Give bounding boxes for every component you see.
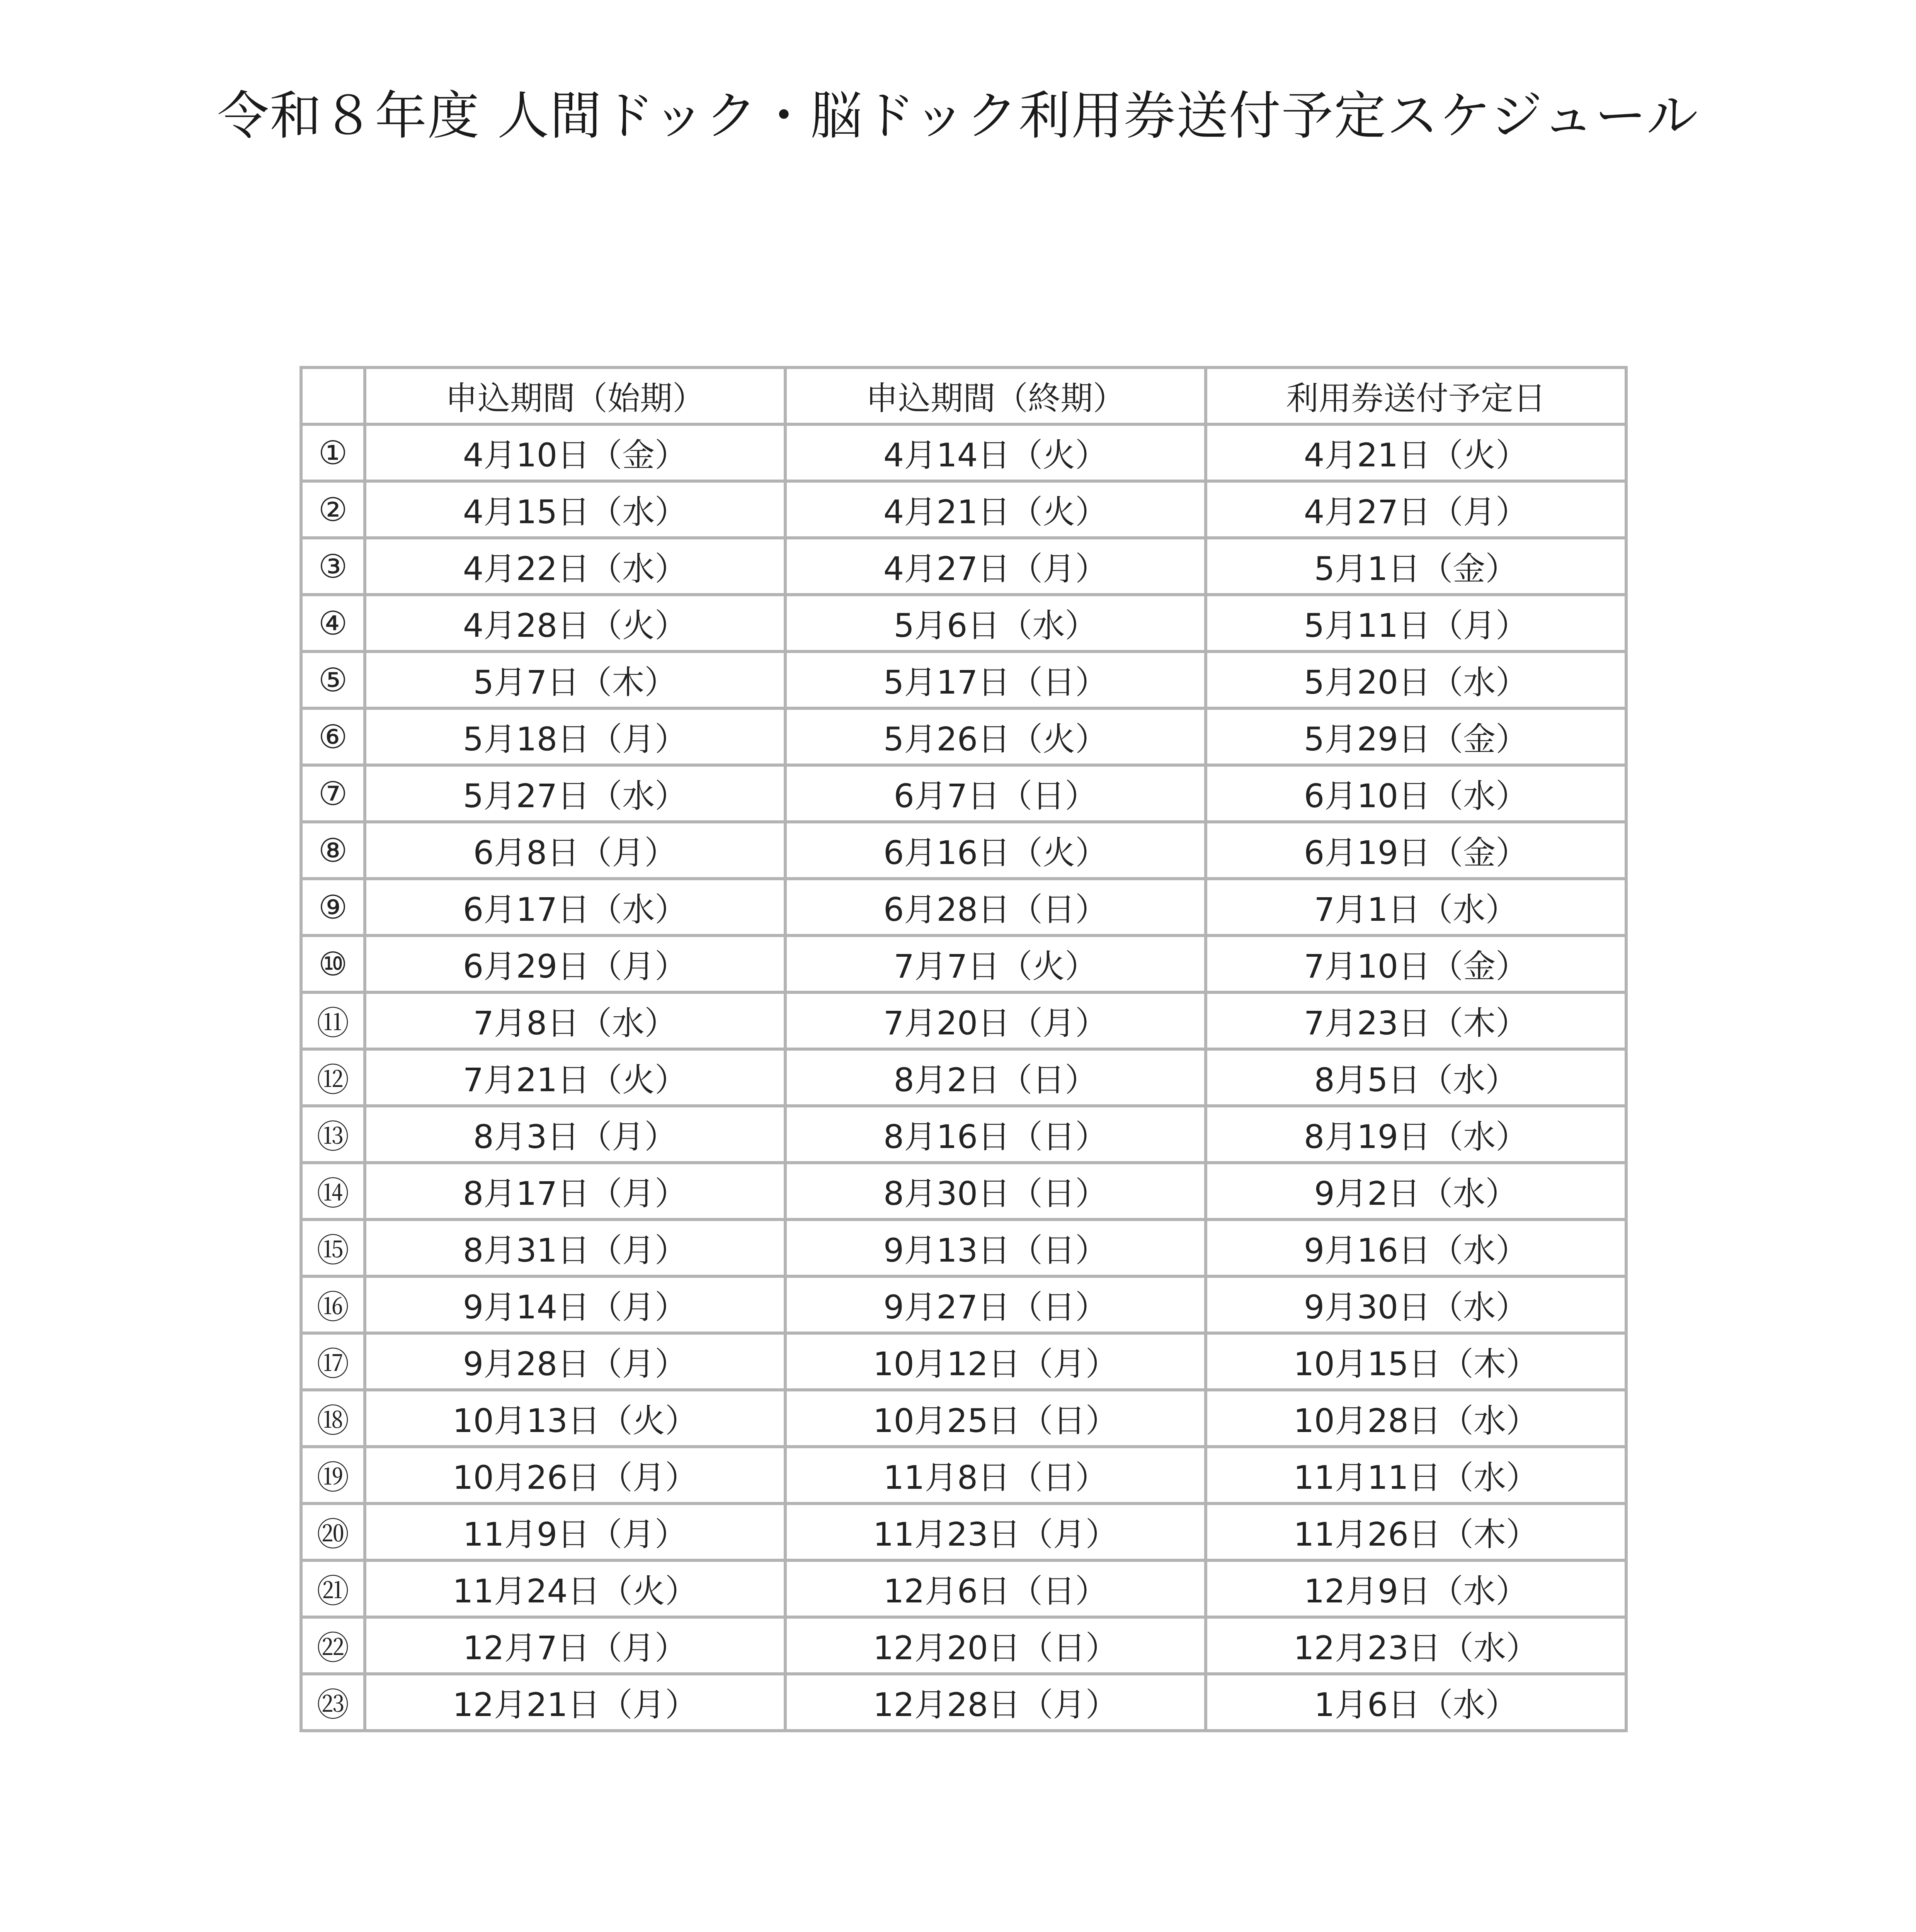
apply-start-cell: 12月7日（月） bbox=[365, 1617, 785, 1674]
row-number-cell: ② bbox=[301, 481, 365, 538]
apply-start-cell: 4月15日（水） bbox=[365, 481, 785, 538]
apply-start-cell: 11月24日（火） bbox=[365, 1560, 785, 1617]
apply-start-cell: 7月8日（水） bbox=[365, 992, 785, 1049]
row-number-cell: ④ bbox=[301, 595, 365, 651]
table-row bbox=[301, 1674, 1626, 1731]
apply-end-cell: 10月25日（日） bbox=[785, 1390, 1206, 1447]
apply-start-cell: 4月22日（水） bbox=[365, 538, 785, 595]
table-row bbox=[301, 708, 1626, 765]
apply-end-cell: 6月7日（日） bbox=[785, 765, 1206, 822]
row-number-cell: ⑧ bbox=[301, 822, 365, 879]
apply-start-cell: 5月18日（月） bbox=[365, 708, 785, 765]
row-number-cell: ⑯ bbox=[301, 1276, 365, 1333]
row-number-cell: ⑳ bbox=[301, 1503, 365, 1560]
table-row bbox=[301, 538, 1626, 595]
table-row bbox=[301, 1390, 1626, 1447]
table-row bbox=[301, 935, 1626, 992]
apply-start-cell: 9月14日（月） bbox=[365, 1276, 785, 1333]
send-date-cell: 9月16日（水） bbox=[1206, 1219, 1626, 1276]
apply-end-cell: 12月20日（日） bbox=[785, 1617, 1206, 1674]
send-date-cell: 4月27日（月） bbox=[1206, 481, 1626, 538]
row-number-cell: ⑦ bbox=[301, 765, 365, 822]
send-date-cell: 11月26日（木） bbox=[1206, 1503, 1626, 1560]
apply-start-cell: 10月13日（火） bbox=[365, 1390, 785, 1447]
row-number-cell: ⑬ bbox=[301, 1106, 365, 1163]
table-row bbox=[301, 651, 1626, 708]
row-number-cell: ⑥ bbox=[301, 708, 365, 765]
table-row bbox=[301, 992, 1626, 1049]
apply-start-cell: 5月7日（木） bbox=[365, 651, 785, 708]
apply-end-cell: 6月16日（火） bbox=[785, 822, 1206, 879]
header-send-date: 利用券送付予定日 bbox=[1206, 367, 1626, 424]
send-date-cell: 1月6日（水） bbox=[1206, 1674, 1626, 1731]
send-date-cell: 11月11日（水） bbox=[1206, 1447, 1626, 1503]
apply-end-cell: 12月6日（日） bbox=[785, 1560, 1206, 1617]
apply-end-cell: 6月28日（日） bbox=[785, 879, 1206, 935]
table-row bbox=[301, 1106, 1626, 1163]
apply-start-cell: 8月17日（月） bbox=[365, 1163, 785, 1219]
apply-start-cell: 4月10日（金） bbox=[365, 424, 785, 481]
table-row bbox=[301, 765, 1626, 822]
row-number-cell: ⑱ bbox=[301, 1390, 365, 1447]
apply-start-cell: 4月28日（火） bbox=[365, 595, 785, 651]
apply-start-cell: 8月3日（月） bbox=[365, 1106, 785, 1163]
table-body bbox=[301, 424, 1626, 1731]
apply-end-cell: 8月2日（日） bbox=[785, 1049, 1206, 1106]
apply-start-cell: 11月9日（月） bbox=[365, 1503, 785, 1560]
apply-end-cell: 5月6日（水） bbox=[785, 595, 1206, 651]
schedule-table bbox=[299, 366, 1628, 1732]
header-blank bbox=[301, 367, 365, 424]
row-number-cell: ㉑ bbox=[301, 1560, 365, 1617]
table-row bbox=[301, 1560, 1626, 1617]
row-number-cell: ⑭ bbox=[301, 1163, 365, 1219]
send-date-cell: 6月10日（水） bbox=[1206, 765, 1626, 822]
table-row bbox=[301, 481, 1626, 538]
apply-end-cell: 11月8日（日） bbox=[785, 1447, 1206, 1503]
send-date-cell: 12月23日（水） bbox=[1206, 1617, 1626, 1674]
row-number-cell: ⑲ bbox=[301, 1447, 365, 1503]
table-row bbox=[301, 1163, 1626, 1219]
apply-end-cell: 4月27日（月） bbox=[785, 538, 1206, 595]
apply-end-cell: 11月23日（月） bbox=[785, 1503, 1206, 1560]
row-number-cell: ⑮ bbox=[301, 1219, 365, 1276]
send-date-cell: 10月15日（木） bbox=[1206, 1333, 1626, 1390]
header-row bbox=[301, 367, 1626, 424]
send-date-cell: 4月21日（火） bbox=[1206, 424, 1626, 481]
send-date-cell: 9月2日（水） bbox=[1206, 1163, 1626, 1219]
apply-start-cell: 12月21日（月） bbox=[365, 1674, 785, 1731]
send-date-cell: 7月10日（金） bbox=[1206, 935, 1626, 992]
apply-end-cell: 5月17日（日） bbox=[785, 651, 1206, 708]
row-number-cell: ⑰ bbox=[301, 1333, 365, 1390]
apply-start-cell: 7月21日（火） bbox=[365, 1049, 785, 1106]
apply-start-cell: 5月27日（水） bbox=[365, 765, 785, 822]
send-date-cell: 8月5日（水） bbox=[1206, 1049, 1626, 1106]
apply-end-cell: 12月28日（月） bbox=[785, 1674, 1206, 1731]
row-number-cell: ⑨ bbox=[301, 879, 365, 935]
table-row bbox=[301, 1219, 1626, 1276]
apply-end-cell: 10月12日（月） bbox=[785, 1333, 1206, 1390]
apply-end-cell: 9月27日（日） bbox=[785, 1276, 1206, 1333]
table-row bbox=[301, 1049, 1626, 1106]
table-row bbox=[301, 1447, 1626, 1503]
apply-end-cell: 7月20日（月） bbox=[785, 992, 1206, 1049]
table-row bbox=[301, 879, 1626, 935]
apply-end-cell: 7月7日（火） bbox=[785, 935, 1206, 992]
send-date-cell: 5月11日（月） bbox=[1206, 595, 1626, 651]
send-date-cell: 5月29日（金） bbox=[1206, 708, 1626, 765]
send-date-cell: 7月1日（水） bbox=[1206, 879, 1626, 935]
table-row bbox=[301, 1503, 1626, 1560]
row-number-cell: ⑤ bbox=[301, 651, 365, 708]
apply-start-cell: 6月29日（月） bbox=[365, 935, 785, 992]
table-row bbox=[301, 424, 1626, 481]
table-row bbox=[301, 1276, 1626, 1333]
header-apply-end: 申込期間（終期） bbox=[785, 367, 1206, 424]
send-date-cell: 6月19日（金） bbox=[1206, 822, 1626, 879]
table-row bbox=[301, 822, 1626, 879]
apply-end-cell: 9月13日（日） bbox=[785, 1219, 1206, 1276]
apply-start-cell: 10月26日（月） bbox=[365, 1447, 785, 1503]
table-row bbox=[301, 1617, 1626, 1674]
row-number-cell: ⑩ bbox=[301, 935, 365, 992]
send-date-cell: 12月9日（水） bbox=[1206, 1560, 1626, 1617]
table-header bbox=[301, 367, 1626, 424]
row-number-cell: ⑫ bbox=[301, 1049, 365, 1106]
apply-start-cell: 8月31日（月） bbox=[365, 1219, 785, 1276]
send-date-cell: 8月19日（水） bbox=[1206, 1106, 1626, 1163]
apply-start-cell: 9月28日（月） bbox=[365, 1333, 785, 1390]
apply-end-cell: 4月14日（火） bbox=[785, 424, 1206, 481]
apply-end-cell: 8月30日（日） bbox=[785, 1163, 1206, 1219]
page-title: 令和８年度 人間ドック・脳ドック利用券送付予定スケジュール bbox=[217, 86, 1699, 146]
row-number-cell: ① bbox=[301, 424, 365, 481]
send-date-cell: 10月28日（水） bbox=[1206, 1390, 1626, 1447]
apply-start-cell: 6月8日（月） bbox=[365, 822, 785, 879]
apply-start-cell: 6月17日（水） bbox=[365, 879, 785, 935]
row-number-cell: ㉓ bbox=[301, 1674, 365, 1731]
apply-end-cell: 5月26日（火） bbox=[785, 708, 1206, 765]
table-row bbox=[301, 1333, 1626, 1390]
row-number-cell: ③ bbox=[301, 538, 365, 595]
send-date-cell: 9月30日（水） bbox=[1206, 1276, 1626, 1333]
header-apply-start: 申込期間（始期） bbox=[365, 367, 785, 424]
row-number-cell: ⑪ bbox=[301, 992, 365, 1049]
send-date-cell: 5月1日（金） bbox=[1206, 538, 1626, 595]
table-row bbox=[301, 595, 1626, 651]
send-date-cell: 5月20日（水） bbox=[1206, 651, 1626, 708]
apply-end-cell: 8月16日（日） bbox=[785, 1106, 1206, 1163]
send-date-cell: 7月23日（木） bbox=[1206, 992, 1626, 1049]
row-number-cell: ㉒ bbox=[301, 1617, 365, 1674]
apply-end-cell: 4月21日（火） bbox=[785, 481, 1206, 538]
